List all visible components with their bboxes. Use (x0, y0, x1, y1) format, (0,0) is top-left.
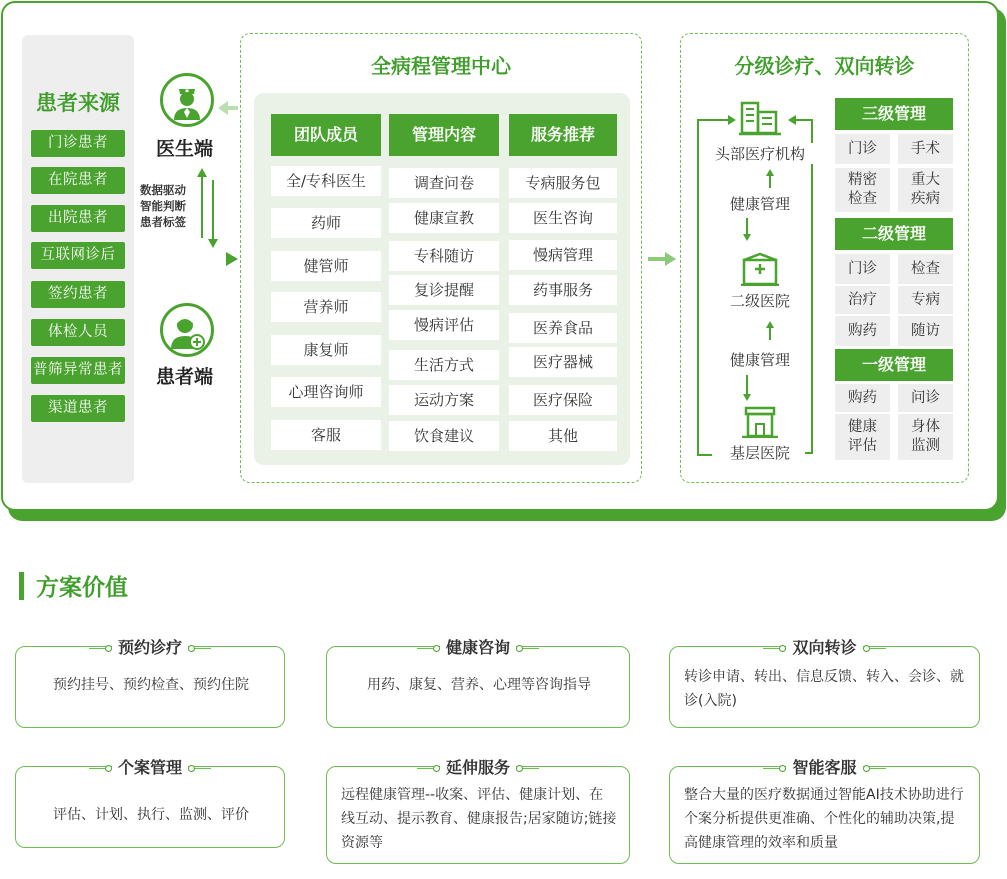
source-item: 渠道患者 (31, 395, 125, 422)
flow-label: 健康管理 (715, 193, 805, 214)
value-card-title: 预约诊疗 (112, 638, 188, 657)
level-head: 一级管理 (835, 349, 953, 381)
source-item: 签约患者 (31, 281, 125, 308)
level-cell: 购药 (835, 384, 890, 412)
patient-source-title: 患者来源 (36, 91, 120, 115)
value-card (15, 758, 285, 848)
value-card (669, 638, 980, 728)
level-cell: 购药 (835, 316, 890, 346)
value-card (15, 638, 285, 728)
level-cell: 门诊 (835, 134, 890, 164)
team-cell: 康复师 (271, 335, 381, 365)
service-cell: 其他 (509, 421, 617, 451)
column-head-content: 管理内容 (389, 114, 499, 156)
level-cell: 随访 (898, 316, 953, 346)
value-card (669, 758, 980, 864)
team-cell: 心理咨询师 (271, 377, 381, 407)
level-head: 二级管理 (835, 218, 953, 250)
team-cell: 全/专科医生 (271, 166, 381, 196)
value-card-title: 个案管理 (112, 758, 188, 777)
source-item: 体检人员 (31, 319, 125, 346)
secondary-hospital-label: 二级医院 (715, 290, 805, 311)
service-cell: 医生咨询 (509, 203, 617, 233)
source-item: 出院患者 (31, 205, 125, 232)
primary-hospital-label: 基层医院 (715, 442, 805, 463)
secondary-hospital-icon (741, 252, 779, 286)
service-cell: 药事服务 (509, 275, 617, 305)
content-cell: 饮食建议 (389, 421, 499, 451)
drive-text-line: 智能判断 (140, 199, 186, 213)
service-cell: 专病服务包 (509, 168, 617, 198)
team-cell: 健管师 (271, 251, 381, 281)
value-card-title: 双向转诊 (786, 638, 862, 657)
service-cell: 慢病管理 (509, 240, 617, 270)
level-cell: 治疗 (835, 286, 890, 314)
source-item: 门诊患者 (31, 130, 125, 157)
level-cell: 身体监测 (898, 414, 953, 460)
level-cell: 专病 (898, 286, 953, 314)
service-cell: 医疗保险 (509, 385, 617, 415)
center-title: 全病程管理中心 (371, 54, 511, 78)
level-cell: 门诊 (835, 254, 890, 284)
flow-label: 健康管理 (715, 349, 805, 370)
value-card-body: 整合大量的医疗数据通过智能AI技术协助进行个案分析提供更准确、个性化的辅助决策,提高健康管理的效率和质量 (684, 787, 964, 851)
level-cell: 健康评估 (835, 414, 890, 460)
level-head: 三级管理 (835, 98, 953, 130)
referral-title: 分级诊疗、双向转诊 (734, 54, 915, 78)
value-card (326, 638, 630, 728)
source-item: 互联网诊后 (31, 242, 125, 269)
level-cell: 重大疾病 (898, 168, 953, 212)
value-card-body: 转诊申请、转出、信息反馈、转入、会诊、就诊(入院) (684, 669, 964, 709)
primary-hospital-icon (742, 404, 778, 438)
value-card-title: 健康咨询 (440, 638, 516, 657)
column-head-service: 服务推荐 (509, 114, 617, 156)
drive-text-line: 数据驱动 (140, 183, 186, 197)
source-item: 在院患者 (31, 167, 125, 194)
content-cell: 运动方案 (389, 385, 499, 415)
drive-text-line: 患者标签 (140, 215, 186, 229)
top-hospital-label: 头部医疗机构 (700, 143, 820, 164)
value-card-body: 用药、康复、营养、心理等咨询指导 (367, 677, 591, 693)
column-head-team: 团队成员 (271, 114, 381, 156)
value-card-body: 远程健康管理--收案、评估、健康计划、在线互动、提示教育、健康报告;居家随访;链接资源等 (341, 787, 617, 851)
patient-label: 患者端 (156, 366, 214, 388)
section-title: 方案价值 (36, 575, 128, 601)
value-card (326, 758, 630, 864)
value-card-title: 智能客服 (786, 758, 862, 777)
level-cell: 精密检查 (835, 168, 890, 212)
value-card-body: 预约挂号、预约检查、预约住院 (53, 677, 249, 693)
team-cell: 药师 (271, 208, 381, 238)
content-cell: 生活方式 (389, 350, 499, 380)
content-cell: 复诊提醒 (389, 275, 499, 305)
top-hospital-icon (739, 98, 781, 136)
content-cell: 调查问卷 (389, 168, 499, 198)
service-cell: 医养食品 (509, 313, 617, 343)
section-bar (19, 572, 24, 600)
content-cell: 慢病评估 (389, 310, 499, 340)
content-cell: 健康宣教 (389, 203, 499, 233)
level-cell: 手术 (898, 134, 953, 164)
team-cell: 营养师 (271, 292, 381, 322)
level-cell: 检查 (898, 254, 953, 284)
team-cell: 客服 (271, 420, 381, 450)
level-cell: 问诊 (898, 384, 953, 412)
value-card-body: 评估、计划、执行、监测、评价 (53, 807, 249, 823)
content-cell: 专科随访 (389, 241, 499, 271)
source-item: 普筛异常患者 (31, 357, 125, 384)
doctor-label: 医生端 (156, 138, 214, 160)
value-card-title: 延伸服务 (440, 758, 516, 777)
service-cell: 医疗器械 (509, 347, 617, 377)
